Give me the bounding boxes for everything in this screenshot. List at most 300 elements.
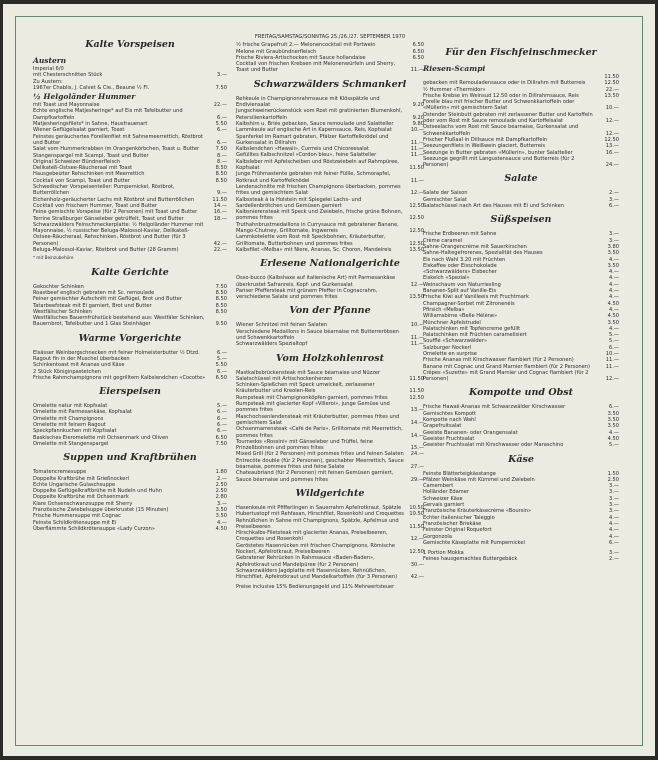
menu-item-name: mit Chesterschnitten Stück (33, 72, 103, 79)
menu-item-price: 11.— (605, 363, 619, 370)
menu-item-name: Feinster Original Roquefort (423, 527, 492, 534)
menu-item-name: Frische Kiwi auf Vanilleeis mit Fruchtmark (423, 294, 529, 301)
menu-item-name: Kalbsleber mit Apfelscheiben und Röstzwiebeln auf Rahmpüree, Kopfsalat (236, 158, 400, 172)
menu-item-name: Matjesheringsfilets* in Sahne, Hausfrauenart (33, 121, 148, 128)
menu-item-name: Osso-bucco (Kalbshaxe auf italienische Art) mit Parmesankäse überkrustet Safranreis, Kopf- und Gurkensalat (236, 275, 396, 288)
menu-item-price: 6.50 (412, 54, 424, 61)
menu-item-price: 16.— (213, 209, 227, 216)
menu-item-price: 7.50 (215, 146, 227, 153)
menu-item-price: 14.— (410, 419, 424, 426)
section-heading: Kalte Gerichte (91, 266, 169, 278)
menu-item-price: 11.— (410, 334, 424, 341)
menu-item (236, 209, 424, 222)
menu-item (236, 171, 424, 184)
menu-item-price: 4.— (217, 519, 227, 526)
menu-item-price: 13.— (605, 143, 619, 150)
menu-item-name: Gervais garniert (423, 502, 465, 509)
menu-item-price: 4.— (609, 520, 619, 527)
menu-item-price: 10.— (605, 105, 619, 112)
menu-item-name: Französische Zwiebelsuppe überkrustet (15 Minuten) (33, 507, 169, 514)
menu-item-price: 11.50 (212, 196, 227, 203)
column-middle (236, 34, 424, 591)
menu-item-price: 12.50 (409, 215, 424, 222)
menu-item (236, 543, 424, 556)
column-left (33, 34, 227, 532)
menu-item-name: Stangenspargel mit Scampi, Toast und Butter (33, 152, 149, 159)
menu-item-price: 22.— (213, 247, 227, 254)
menu-item-price: 27.— (410, 464, 424, 471)
menu-item (423, 74, 619, 87)
menu-item-price: 11.— (410, 177, 424, 184)
menu-item-name: Roastbeef englisch gebraten mit Sc. remoulade (33, 289, 155, 296)
menu-item-name: Überflämmte Schildkrötensuppe «Lady Curzon» (33, 525, 155, 532)
menu-item (236, 134, 424, 147)
menu-item-name: Geeister Fruchtsalat (423, 435, 475, 442)
menu-item-price: 6.50 (412, 48, 424, 55)
menu-item-name: Frische Rahmchampignons mit gegrilltem Kalbslendchen «Cocotte» (33, 374, 206, 381)
menu-item-name: Zu Austern: (33, 78, 63, 85)
menu-item-name: Tatarbeefsteak mit Ei garniert, Brot und Butter (33, 302, 152, 309)
menu-item-price: 3.50 (607, 410, 619, 417)
menu-item-name: Feinste Blätterteigkässtange (423, 470, 496, 477)
menu-item-name: Spanferkel im Ramart gebraten, Pfälzer Kartoffelknödel und Gurkensalat in Dillrahm (236, 133, 389, 146)
menu-item-name: Pfälzer Weinkäse mit Kümmel und Zwiebeln (423, 476, 535, 483)
menu-item-name: 1967er Chablis, J. Calvet & Cie., Beaune ½ Fl. (33, 84, 150, 91)
menu-item-name: Omelette mit Parmesankäse, Kopfsalat (33, 409, 133, 416)
section-heading: Süßspeisen (490, 214, 552, 226)
menu-item-name: Melone mit Graubündnerfleisch (236, 48, 317, 55)
menu-item-name: Banane mit Cognac und Grand Marnier flambiert (für 2 Personen) (423, 363, 591, 370)
menu-item-name: Ragout fin in der Muschel überbacken (33, 355, 130, 362)
menu-item-name: Lammkeule auf englische Art in Kapernsauce, Reis, Kopfsalat (236, 127, 392, 134)
menu-item (236, 439, 424, 452)
menu-item-name: Hasenkeule mit Pfifferlingen in Sauerrahm Apfelrotkraut, Spätzle (236, 504, 402, 511)
menu-item-price: 10.50 (409, 504, 424, 511)
menu-item-name: Omelette natur mit Kopfsalat (33, 403, 108, 410)
menu-item-name: Truthahnbrustmedaillons in Currysauce mit gebratener Banane, Mango-Chutney, Grilltomate, Ingwerreis (236, 221, 399, 235)
menu-item (236, 234, 424, 247)
menu-item-price: 4.— (609, 429, 619, 436)
section-heading: Wildgerichte (295, 487, 365, 499)
menu-item-name: Ochsenmarrensteak «Café de Paris», Grilltomate mit Meerrettich, pommes frites (236, 426, 403, 439)
menu-item-name: Kompotte nach Wahl (423, 417, 476, 424)
menu-item-price: 15.— (410, 445, 424, 452)
menu-item (236, 470, 424, 483)
menu-item-name: Eichenholz-geräucherter Lachs mit Röstbrot und Butterröllchen (33, 196, 194, 203)
menu-item-name: Frische Hummersuppe mit Cognac (33, 513, 121, 520)
menu-item-name: Bananen-Split auf Vanille-Eis (423, 288, 497, 295)
menu-item-price: 7.50 (215, 283, 227, 290)
menu-item-name: Jungschweinerückenstück vom Rost mit gratinierten Blumenkohl, Petersilienkartoffeln (236, 108, 403, 121)
menu-item-name: Speckpfannkuchen mit Kopfsalat (33, 428, 117, 435)
menu-item-price: 8.— (217, 152, 227, 159)
menu-item-price: 8.50 (215, 296, 227, 303)
menu-item-price: 3.— (609, 495, 619, 502)
menu-item-price: 3.50 (215, 507, 227, 514)
menu-item-price: 12.50 (409, 228, 424, 235)
section-heading: Suppen und Kraftbrühen (63, 452, 197, 464)
menu-item-name: Hubertustopf mit Rehfasan, Hirschfilet, Rosenkohl und Croquettes (236, 511, 404, 518)
menu-item-price: 7.50 (215, 84, 227, 91)
menu-item-name: Verschiedene Medaillons in Sauce béarnaise mit Butterreröbsen und Schwenkkartoffeln (236, 328, 400, 341)
menu-item-price: 9.80 (412, 120, 424, 127)
menu-item-name: Palatschinken mit Topfencreme gefüllt (423, 325, 521, 332)
menu-item-price: 6.— (609, 539, 619, 546)
menu-item-price: 22.— (605, 86, 619, 93)
menu-item-name: Weinschaum von Naturriesling (423, 281, 501, 288)
menu-item-name: 1 Portion Mokka (423, 550, 464, 557)
menu-page (3, 4, 655, 756)
menu-item (33, 184, 227, 197)
menu-item (236, 341, 424, 347)
menu-item-price: 4.50 (607, 300, 619, 307)
menu-item-price: 4.— (609, 325, 619, 332)
menu-item-name: Holländer Edamer (423, 489, 469, 496)
menu-item-price: 13.50 (409, 294, 424, 301)
menu-item-name: Hausgebeizter Rehschinken mit Meerrettich (33, 171, 145, 178)
menu-item-price: 2.50 (215, 488, 227, 495)
menu-item-name: Seezunge in Butter gebraten «Müllerin», bunter Salatteller (423, 149, 573, 156)
menu-item-price: 5.— (217, 403, 227, 410)
menu-item-price: 3.— (609, 508, 619, 515)
menu-item-name: Rehnüßchen in Sahne mit Champignons, Spätzle, Apfelmus und Preiselbeeren (236, 517, 399, 530)
menu-item-price: 3.— (609, 489, 619, 496)
menu-item-price: 29.— (410, 476, 424, 483)
menu-item-price: 11.50 (409, 388, 424, 395)
menu-item-name: Cocktail von frischen Krebsen mit Melonenwürfeln und Sherry, Toast und Butter (236, 61, 396, 74)
menu-item-name: Feiner gemischter Aufschnitt mit Geflügel, Brot und Butter (33, 296, 182, 303)
menu-item-price: 4.— (609, 269, 619, 276)
menu-item-name: Französischer Briekäse (423, 520, 482, 527)
menu-item-price: 6.50 (215, 374, 227, 381)
menu-item-name: Schwarzwälders Feinschmeckerplatte: ½ Helgoländer Hummer mit Mayonnaise, ½ russischer Beluga-Malossol-Kaviar, Delikateß-Ostsee-Räucheraal, Rehschinken, Röstbrot und Butter (für 3 Personen) (33, 221, 204, 247)
menu-item-name: Junge Frühmastente gebraten mit feiner Füllle, Schmorapfel, Rotkraut und Kartoffelknödel (236, 171, 391, 184)
menu-item-price: 11.— (410, 152, 424, 159)
menu-item-name: Chateaubriand (für 2 Personen) mit feinen Gemüsen garniert, Sauce béarnaise und pommes frites (236, 470, 394, 483)
menu-item-name: Soufflé «Schwarzwälder» (423, 338, 487, 345)
menu-item-name: Gefülltes Kalbschnitzel «Cordon bleu», feine Salatteller (236, 152, 377, 159)
menu-item-price: 2.80 (215, 494, 227, 501)
menu-item-price: 11.— (410, 139, 424, 146)
menu-item-name: gebacken mit Remouladensauce oder in Dillrahm mit Butterreis (423, 80, 586, 87)
menu-item-name: Pariser Pfeffersteak mit grünem Pfeffer in Cognacrahm, verschiedene Salate und pommes frites (236, 287, 378, 301)
menu-item (33, 85, 227, 91)
menu-item-price: 30.— (410, 561, 424, 568)
menu-item-name: Kalbssteak à la Holstein mit Spiegelei Lachs- und Sardellenbrötchen und Gemüsen garniert (236, 196, 362, 209)
menu-item-name: Echte Ungarische Gulaschsuppe (33, 481, 116, 488)
section-heading: Kalte Vorspeisen (85, 39, 175, 50)
menu-item-price: 4.— (609, 288, 619, 295)
menu-item-name: Elsässer Weinbergschnecken mit feiner Holmeisterbutter ½ Dtzd. (33, 349, 200, 356)
menu-item (33, 108, 227, 121)
menu-item-name: Schinkentoast mit Ananas und Käse (33, 362, 125, 369)
menu-item (236, 159, 424, 172)
menu-item-name: Frische Ananas mit Kirschwasser flambiert (für 2 Personen) (423, 357, 574, 364)
menu-item-name: 2 Stück Königinpastetchen (33, 368, 101, 375)
menu-item-name: Sahne-Orangencrème mit Sauerkirschen (423, 243, 527, 250)
menu-item-price: 3.80 (607, 243, 619, 250)
menu-item-name: Kalbsfilet «Melba» mit Niere, Ananas, Sc. Choron, Mandelreis (236, 246, 392, 253)
menu-item-name: Seezunge gegrillt mit Langustensauce und Butterreis (für 2 Personen) (423, 155, 575, 169)
menu-item-name: Echter italienischer Taleggio (423, 514, 495, 521)
menu-item-name: Frische Erdbeeren mit Sahne (423, 231, 497, 238)
menu-item-price: 6.— (217, 422, 227, 429)
menu-item-price: 11.— (410, 67, 424, 74)
menu-item-name: Wiener Geflügelsalat garniert, Toast (33, 127, 125, 134)
menu-item-price: 42.— (213, 240, 227, 247)
menu-item-name: Gorgonzola (423, 533, 452, 540)
menu-item-name: Hirschkalbs-Filetsteak mit glacierter Ananas, Preiselbeeren, Croquettes und Rosenkohl (236, 530, 388, 543)
menu-item-price: 11.50 12.50 (604, 74, 619, 87)
menu-item-name: Rehkeule in Champignonrahmsauce mit Klösspätzle und Endiviensalat (236, 95, 380, 109)
menu-item-name: Pfirsich «Melba» (423, 306, 465, 313)
menu-item-name: Doppelte Kraftbrühe mit Ochsenmark (33, 494, 129, 501)
menu-item-price: 2.— (217, 475, 227, 482)
menu-item-name: Schwarzwälders Jagdplatte mit Hasenrücken, Rehnüßchen, Hirschfilet, Apfelrotkraut und Mandelkartoffeln (für 3 Personen) (236, 567, 398, 581)
menu-item-name: Salatschüssel nach Art des Hauses mit Ei und Schinken (423, 203, 564, 210)
menu-item-price: 10.— (605, 350, 619, 357)
section-heading: Warme Vorgerichte (78, 332, 182, 344)
menu-item (236, 518, 424, 531)
menu-item-price: 6.50 (215, 434, 227, 441)
price-footer: Preise inclusive 15% Bedienungsgeld und 11% Mehrwertsteuer (236, 584, 395, 591)
menu-item-name: Crème caramel (423, 237, 463, 244)
menu-item-price: 4.50 (607, 313, 619, 320)
menu-item-price: 6.— (217, 428, 227, 435)
menu-item-price: 12.— (410, 536, 424, 543)
menu-item-price: 2.50 (215, 481, 227, 488)
menu-item-price: 13.50 (604, 92, 619, 99)
menu-item (236, 555, 424, 568)
menu-item (236, 568, 424, 581)
menu-item-price: 5.— (609, 332, 619, 339)
menu-item-price: 11.— (605, 357, 619, 364)
menu-item-price: 14.— (410, 432, 424, 439)
menu-item-name: Frische Krebse im Weinsud 12.50 oder in Dillrahmsauce, Reis (423, 92, 579, 99)
menu-item-name: Feine gemischte Vorspeise (für 2 Personen) mit Toast und Butter (33, 209, 198, 216)
menu-item-name: Terrine Straßburger Gänseleber getrüffelt, Toast und Butter (33, 215, 184, 222)
menu-item (423, 370, 619, 383)
menu-item-name: Eis nach Wahl 3.20 mit Früchten (423, 256, 506, 263)
menu-item-name: Feinste Schildkrötensuppe mit Ei (33, 519, 117, 526)
menu-item-name: Münchner Apfelstrudel (423, 319, 481, 326)
menu-item (236, 288, 424, 301)
menu-item-price: 4.— (609, 306, 619, 313)
menu-item-name: Doppelte Geflügelkraftbrühe mit Nudeln und Huhn (33, 488, 162, 495)
menu-item-price: 4.50 (215, 525, 227, 532)
menu-item-price: 5.— (217, 355, 227, 362)
menu-item-price: 6.— (217, 127, 227, 134)
menu-item-name: Eiskelch «Spezial» (423, 275, 470, 282)
menu-item-price: 4.— (609, 514, 619, 521)
menu-item-name: Wiener Schnitzel mit feinen Salaten (236, 322, 328, 329)
menu-item-name: Geröstetes Hasenrücken mit frischen Champignons, Römische Nockerl, Apfelrotkraut, Preiselbeeren (236, 542, 396, 555)
menu-item-name: Omelette mit Champignons (33, 415, 104, 422)
menu-item-price: 3.— (609, 196, 619, 203)
menu-item-price: 10.50 (409, 511, 424, 518)
menu-item-name: Cocktail von frischem Hummer, Toast und Butter (33, 202, 158, 209)
menu-item-price: 6.— (217, 349, 227, 356)
menu-item-name: Omelette en surprise (423, 350, 477, 357)
menu-item-price: 5.— (609, 442, 619, 449)
menu-item-price: 7.50 (215, 440, 227, 447)
menu-item-name: Gemischter Salat (423, 196, 467, 203)
menu-item-price: 12.50 (409, 240, 424, 247)
menu-item-price: 4.— (609, 256, 619, 263)
menu-item-price: 4.— (609, 275, 619, 282)
menu-item-price: 12.— (410, 281, 424, 288)
menu-item-price: 2.— (609, 556, 619, 563)
menu-item (236, 426, 424, 439)
menu-item-price: 1.50 (607, 470, 619, 477)
menu-item (236, 275, 424, 288)
menu-item-name: Salate der Saison (423, 190, 468, 197)
menu-item-price: 6.— (609, 404, 619, 411)
menu-item-name: Lendenschnitte mit frischen Champignons überbacken, pommes frites und gemischtem Salat (236, 183, 401, 197)
menu-item (423, 124, 619, 137)
menu-item-price: 3.— (609, 231, 619, 238)
menu-item-name: Omelette mit feinem Ragout (33, 422, 106, 429)
menu-item-price: 3.— (609, 550, 619, 557)
menu-item-price: 11.50 (409, 375, 424, 382)
menu-item-name: Feinstes geräuchertes Forellenfilet mit Sahnemeerrettich, Röstbrot und Butter (33, 133, 203, 146)
section-heading: Vom Holzkohlenrost (276, 352, 384, 364)
menu-item (236, 458, 424, 471)
menu-item-price: 13.— (410, 407, 424, 414)
menu-item-price: 3.50 (215, 513, 227, 520)
menu-item-name: Seezungenfilets in Weißwein glaciert, Butterreis (423, 143, 546, 150)
menu-item-name: ½ Hummer «Thermidor» (423, 86, 486, 93)
menu-item-name: Tournedos «Rossini» mit Gänseleber und Trüffel, feine Prinzeßbohnen und pommes frites (236, 438, 373, 452)
menu-item-price: 3.— (609, 502, 619, 509)
menu-item-name: Schwarzwälders Spezialtopf (236, 341, 308, 348)
menu-item-name: Ostseelachs vom Rost mit Sauce béarnaise, Gurkensalat und Schwenkkartoffeln (423, 124, 579, 137)
menu-item-name: Rumpsteak mit glacierter Kopf «Villeroi», junge Gemüse und pommes frites (236, 401, 390, 414)
menu-item-name: Salzburger Nockerl (423, 344, 472, 351)
menu-item-price: 5.50 (215, 362, 227, 369)
menu-item (33, 247, 227, 253)
menu-item (236, 197, 424, 210)
item-subheading: Riesen-Scampi (423, 64, 486, 73)
menu-item (236, 96, 424, 109)
menu-item-price: 9.— (217, 190, 227, 197)
menu-item (33, 526, 227, 532)
menu-item-price: 18.— (213, 215, 227, 222)
menu-item (236, 329, 424, 342)
menu-item-price: 6.— (217, 114, 227, 121)
menu-item-name: Französische Kräuterkäsecrème «Boursin» (423, 508, 532, 515)
menu-item-price: 8.50 (215, 171, 227, 178)
menu-item-name: Omelette mit Stangenspargel (33, 440, 109, 447)
menu-item-price: 12.50 (409, 549, 424, 555)
menu-item-name: Mastkalbsbrückensteak mit Sauce béarnaise und Nüzzer Salatschüssel mit Artischockenherzen (236, 369, 381, 382)
menu-item-name: Mixed Grill (für 2 Personen) mit pommes frites und feinen Salaten (236, 451, 404, 458)
menu-item-name: Forelle blau mit frischer Butter und Schwenkkartoffeln oder «Müllerin» mit gemischtem Salat (423, 99, 575, 112)
menu-item (236, 401, 424, 414)
menu-item-price: 16.— (605, 149, 619, 156)
menu-item-price: 6.— (217, 415, 227, 422)
menu-date-header: FREITAG/SAMSTAG/SONNTAG 25./26./27. SEPTEMBER 1970 (254, 34, 406, 40)
menu-item-name: Delikateß-Ostsee-Räucheraal mit Toast (33, 165, 133, 172)
menu-item-price: 9.50 (215, 321, 227, 328)
menu-item-name: Frische Riviera-Artischocken mit Sauce hollandaise (236, 54, 366, 61)
menu-item-name: Beluga-Malossol-Kaviar, Röstbrot und Butter (28 Gramm) (33, 247, 179, 254)
menu-item-price: 10.— (410, 322, 424, 329)
menu-item-price: 6.— (609, 203, 619, 210)
menu-item-price: 3.50 (607, 262, 619, 269)
menu-item-price: 12.— (605, 376, 619, 383)
menu-item-name: Westfälisches Bauernfrühstück bestehend aus: Westfäler Schinken, Bauernbrot, Tafelbutter und 1 Glas Steinhäger (33, 315, 205, 328)
menu-item-price: 9.20 (412, 114, 424, 121)
menu-item (236, 222, 424, 235)
menu-item-name: Kalbsnierensteak mit Speck und Zwiebeln, frische grüne Bohnen, pommes frites (236, 209, 403, 222)
menu-item-price: 3.— (217, 72, 227, 79)
item-subheading: ½ Helgoländer Hummer (33, 92, 136, 102)
menu-item-price: 24.— (410, 451, 424, 458)
menu-item-name: Salat vom Hummerkrabben im Orangenkörbchen, Toast u. Butter (33, 146, 200, 153)
menu-item-price: 3.50 (607, 423, 619, 430)
menu-item (236, 530, 424, 543)
menu-item-name: Maschochsenlendensteak mit Kräuterbutter, pommes frites und gemischtem Salat (236, 413, 400, 426)
footnote: * mit Beinzubehöre (33, 255, 74, 261)
menu-item (423, 156, 619, 169)
menu-item-price: 8.— (217, 158, 227, 165)
menu-item-price: 42.— (410, 574, 424, 581)
menu-item (423, 99, 619, 112)
menu-item-price: 11.— (410, 341, 424, 348)
menu-item-price: 13.50 (409, 246, 424, 253)
menu-item-price: 8.50 (215, 302, 227, 309)
menu-item-name: Doppelte Kraftbrühe mit Grießnockerl (33, 475, 129, 482)
menu-item-name: Kalbslendchen «Hawaii», Currreis und Chicoreesalat (236, 146, 369, 153)
item-subheading: Austern (33, 56, 67, 65)
menu-item-name: Geeiste Bananen- oder Orangensalat (423, 429, 518, 436)
menu-item-name: Entrecôte double (für 2 Personen), geschabter Meerrettich, Sauce béarnaise, pommes frites und feine Salate (236, 457, 404, 471)
menu-item (423, 442, 619, 448)
menu-item-price: 12.50 (604, 136, 619, 143)
menu-item-name: Champagner-Sorbet mit Zitronenéis (423, 300, 515, 307)
section-heading: Schwarzwälders Schmankerl (253, 78, 407, 90)
menu-item-price: 24.— (605, 162, 619, 169)
menu-item-price: 14.— (213, 202, 227, 209)
menu-item-name: Gebratener Rehrücken in Rahmsauce «Baden-Baden», Apfelrotkraut und Mandelpüree (für 2 Personen) (236, 555, 375, 568)
menu-item-price: 4.50 (607, 435, 619, 442)
menu-item-name: Klare Ochsenschwanzsuppe mit Sherry (33, 500, 133, 507)
section-heading: Von der Pfanne (289, 305, 371, 317)
menu-item-name: Eiskaffee oder Eisschokolade (423, 262, 497, 269)
section-heading: Kompotte und Obst (469, 387, 573, 399)
menu-item-price: 5.— (609, 338, 619, 345)
menu-item-price: 8.50 (215, 308, 227, 315)
menu-item-price: 3.— (609, 237, 619, 244)
menu-item-name: Original Schweizer Bündnerfleisch (33, 158, 121, 165)
menu-item-price: 9.20 (412, 102, 424, 109)
menu-item-name: Camembert (423, 483, 454, 490)
menu-item-name: Frischer Flußaal in Dillsauce mit Dampfkartoffeln (423, 136, 548, 143)
section-heading: Eierspeisen (99, 386, 161, 398)
menu-item-name: Schwedischer Vorspeisenteller: Pumpernickel, Röstbrot, Butterröllchen (33, 184, 175, 197)
menu-item (33, 441, 227, 447)
menu-item (236, 414, 424, 427)
menu-item-price: 3.50 (607, 250, 619, 257)
section-heading: Salate (504, 173, 538, 185)
menu-item (33, 315, 227, 328)
menu-item-price: 8.50 (215, 289, 227, 296)
section-heading: Erlesene Nationalgerichte (260, 258, 400, 270)
section-heading: Für den Fischfeinschmecker (445, 47, 597, 58)
menu-item-name: Williamsbirne «Belle Hélène» (423, 313, 498, 320)
menu-item (423, 540, 619, 546)
